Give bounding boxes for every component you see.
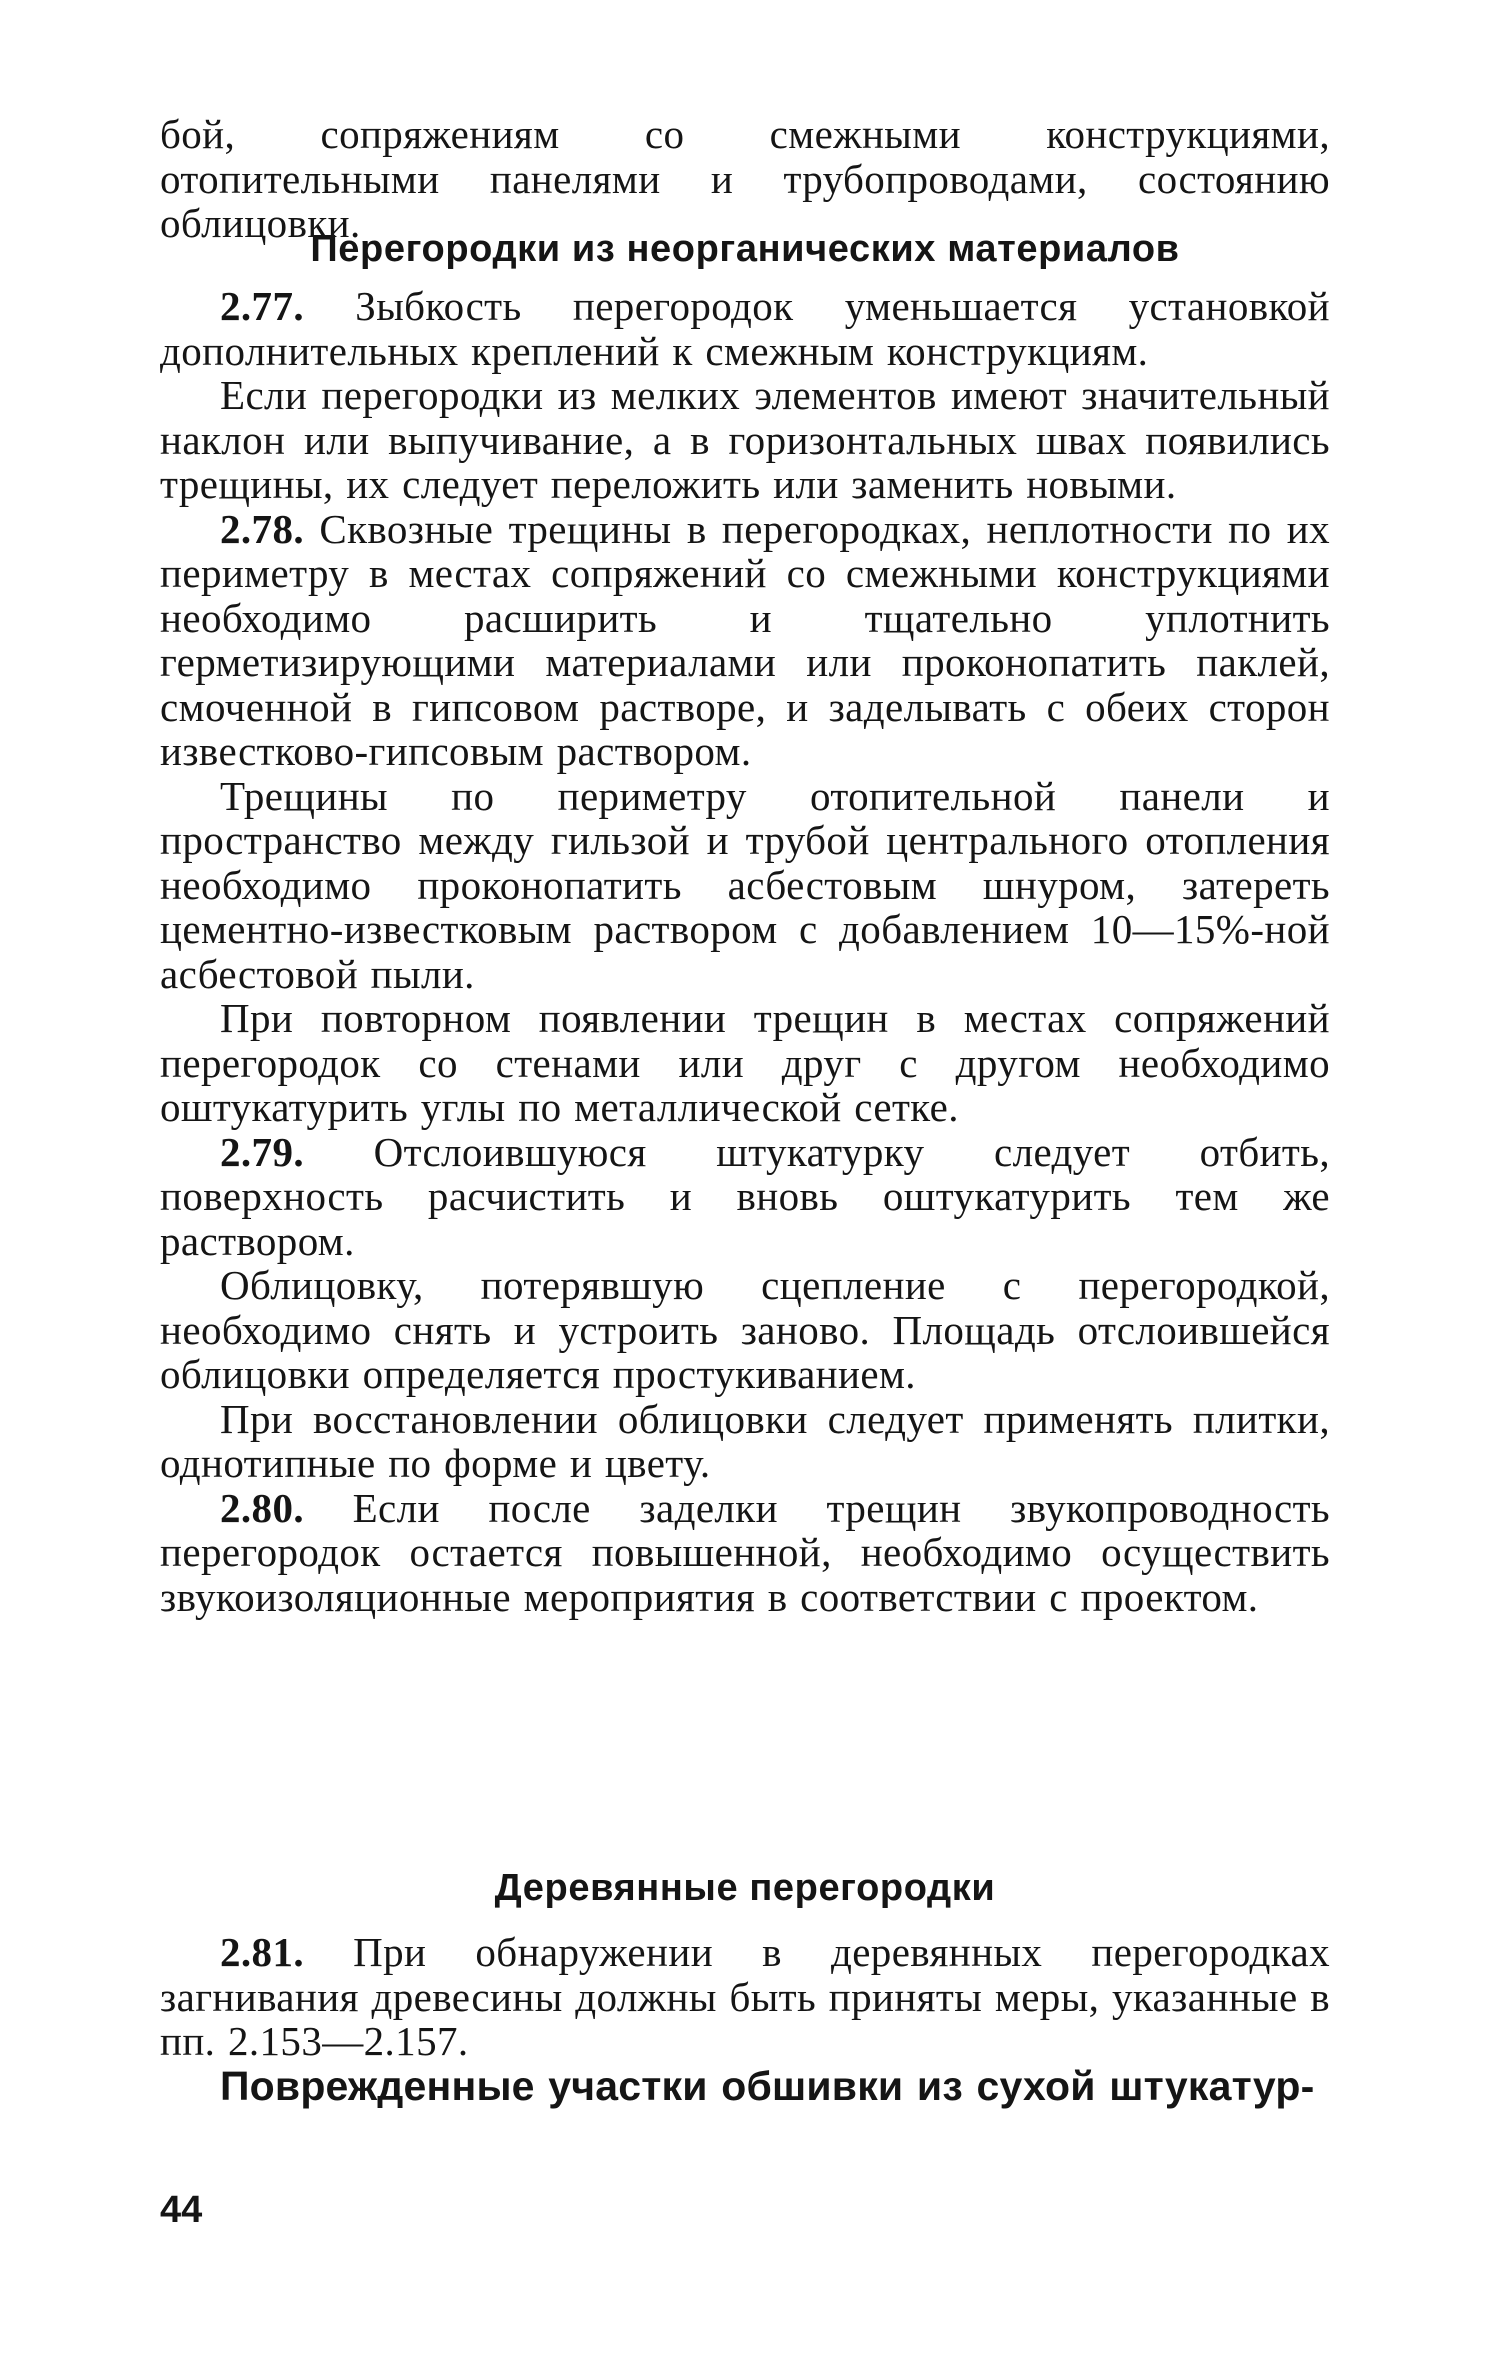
paragraph-text: Если после заделки трещин звукопроводность перегородок остается повышенной, необходимо осуществить звукоизоляционные мероприятия в соответствии с проектом. [160,1484,1330,1620]
paragraph-2-78-cracks [160,774,1330,997]
top-paragraph: бой, сопряжениям со смежными конструкциями, отопительными панелями и трубопроводами, состоянию облицовки. [160,111,1330,246]
paragraph-number: 2.78. [220,505,304,552]
paragraph-text: Облицовку, потерявшую сцепление с перегородкой, необходимо снять и устроить заново. Площадь отслоившейся облицовки определяется простукиванием. [160,1262,1330,1397]
paragraph-2-77 [160,284,1330,373]
paragraph-number: 2.77. [220,283,304,329]
paragraph-2-79-cladding [160,1263,1330,1397]
section-wooden-body [160,1930,1330,2108]
paragraph-text: Сквозные трещины в перегородках, неплотности по их периметру в местах сопряжений со смежными конструкциями необходимо расширить и тщательно уплотнить герметизирующими материалами или проконопатить паклей, смоченной в гипсовом растворе, и заделывать с обеих сторон известково-гипсовым раствором. [160,505,1330,774]
paragraph-number: 2.80. [220,1484,304,1531]
paragraph-damaged-sheathing: Поврежденные участки обшивки из сухой штукатур- [220,2062,1315,2109]
paragraph-text: При восстановлении облицовки следует применять плитки, однотипные по форме и цвету. [160,1395,1330,1486]
paragraph-text: Трещины по периметру отопительной панели и пространство между гильзой и трубой центрального отопления необходимо проконопатить асбестовым шнуром, затереть цементно-известковым раствором с добавлением 10—15%-ной асбестовой пыли. [160,772,1330,997]
section-heading-inorganic: Перегородки из неорганических материалов [310,228,1180,270]
section-heading-wooden: Деревянные перегородки [494,1867,996,1909]
top-paragraph-block [160,112,1330,246]
paragraph-text: Отслоившуюся штукатурку следует отбить, поверхность расчистить и вновь оштукатурить тем же раствором. [160,1128,1330,1264]
paragraph-number: 2.79. [220,1128,304,1175]
paragraph-2-79-restore [160,1397,1330,1486]
paragraph-2-79 [160,1130,1330,1264]
paragraph-2-81 [160,1930,1330,2064]
paragraph-2-78 [160,507,1330,774]
paragraph-2-77-cont [160,373,1330,507]
section-inorganic-body [160,284,1330,1619]
paragraph-2-80 [160,1486,1330,1620]
page-number: 44 [160,2189,203,2231]
paragraph-text: Зыбкость перегородок уменьшается установкой дополнительных креплений к смежным конструкциям. [160,283,1330,374]
paragraph-text: При обнаружении в деревянных перегородках загнивания древесины должны быть приняты меры, указанные в пп. 2.153—2.157. [160,1929,1330,2064]
paragraph-2-78-repeat [160,996,1330,1130]
paragraph-text: Если перегородки из мелких элементов имеют значительный наклон или выпучивание, а в горизонтальных швах появились трещины, их следует переложить или заменить новыми. [160,372,1330,507]
paragraph-text: При повторном появлении трещин в местах сопряжений перегородок со стенами или друг с другом необходимо оштукатурить углы по металлической сетке. [160,995,1330,1130]
paragraph-number: 2.81. [220,1929,304,1975]
